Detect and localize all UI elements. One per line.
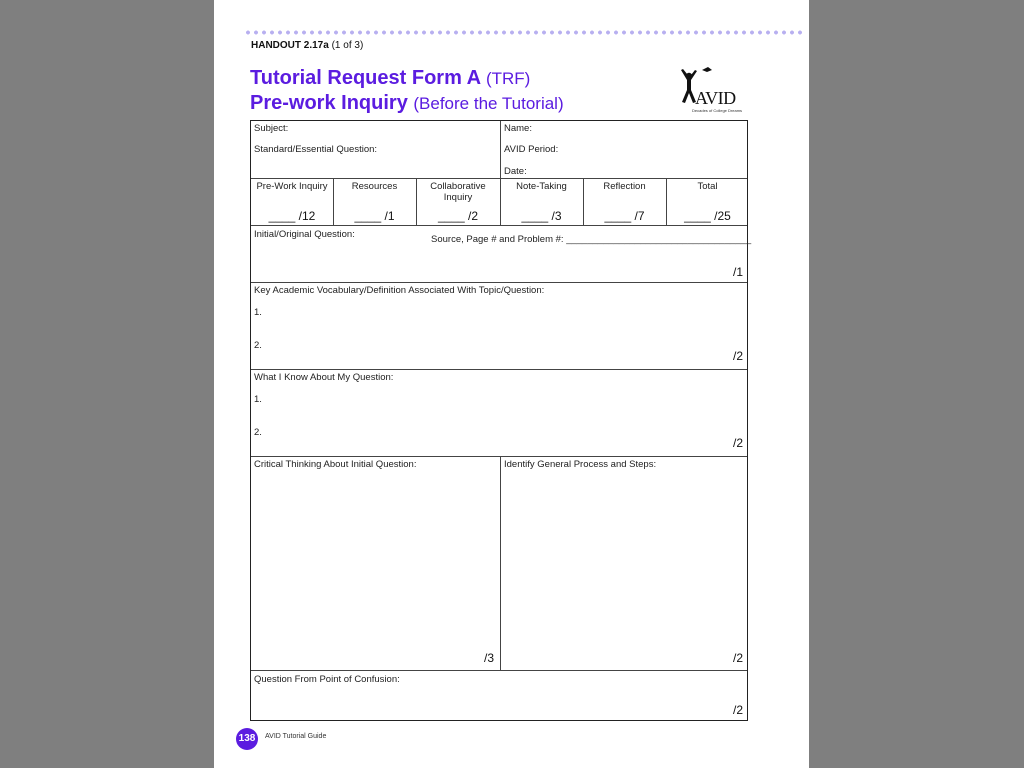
know-label: What I Know About My Question: — [254, 372, 394, 383]
avid-logo: AVID Decades of College Dreams — [678, 66, 752, 120]
category-points: ____ /3 — [521, 209, 562, 223]
form-title: Tutorial Request Form A (TRF) — [250, 67, 531, 89]
know-item-2: 2. — [254, 427, 262, 438]
source-label: Source, Page # and Problem #: ___________________________________ — [431, 234, 752, 245]
process-label: Identify General Process and Steps: — [504, 459, 657, 470]
initial-question-label: Initial/Original Question: — [254, 229, 355, 240]
subject-label: Subject: — [254, 123, 289, 134]
critical-thinking-label: Critical Thinking About Initial Question: — [254, 459, 417, 470]
page-number-badge: 138 — [236, 728, 258, 750]
know-item-1: 1. — [254, 394, 262, 405]
category-label: Pre-Work Inquiry — [256, 181, 328, 192]
tutorial-request-form — [250, 120, 752, 721]
critical-score: /3 — [484, 651, 495, 665]
know-score: /2 — [733, 436, 744, 450]
confusion-label: Question From Point of Confusion: — [254, 674, 400, 685]
dotted-rule — [244, 30, 806, 35]
category-points: ____ /7 — [604, 209, 645, 223]
category-label: Reflection — [603, 181, 646, 192]
initial-score: /1 — [733, 265, 744, 279]
category-label: Total — [697, 181, 718, 192]
process-score: /2 — [733, 651, 744, 665]
date-label: Date: — [504, 166, 527, 177]
category-points: ____ /25 — [684, 209, 731, 223]
vocab-item-1: 1. — [254, 307, 262, 318]
category-points: ____ /2 — [437, 209, 479, 223]
vocab-item-2: 2. — [254, 340, 262, 351]
category-label: Collaborative Inquiry — [430, 181, 486, 203]
category-label: Resources — [351, 181, 398, 192]
confusion-score: /2 — [733, 703, 744, 717]
name-label: Name: — [504, 123, 532, 134]
category-points: ____ /12 — [268, 209, 316, 223]
form-subtitle: Pre-work Inquiry (Before the Tutorial) — [250, 92, 564, 114]
vocab-score: /2 — [733, 349, 744, 363]
standard-label: Standard/Essential Question: — [254, 144, 378, 155]
category-points: ____ /1 — [354, 209, 395, 223]
category-label: Note-Taking — [516, 181, 567, 192]
vocab-label: Key Academic Vocabulary/Definition Associated With Topic/Question: — [254, 285, 545, 296]
handout-label: HANDOUT 2.17a (1 of 3) — [251, 40, 364, 51]
avid-period-label: AVID Period: — [504, 144, 559, 155]
footer-title: AVID Tutorial Guide — [265, 733, 327, 740]
